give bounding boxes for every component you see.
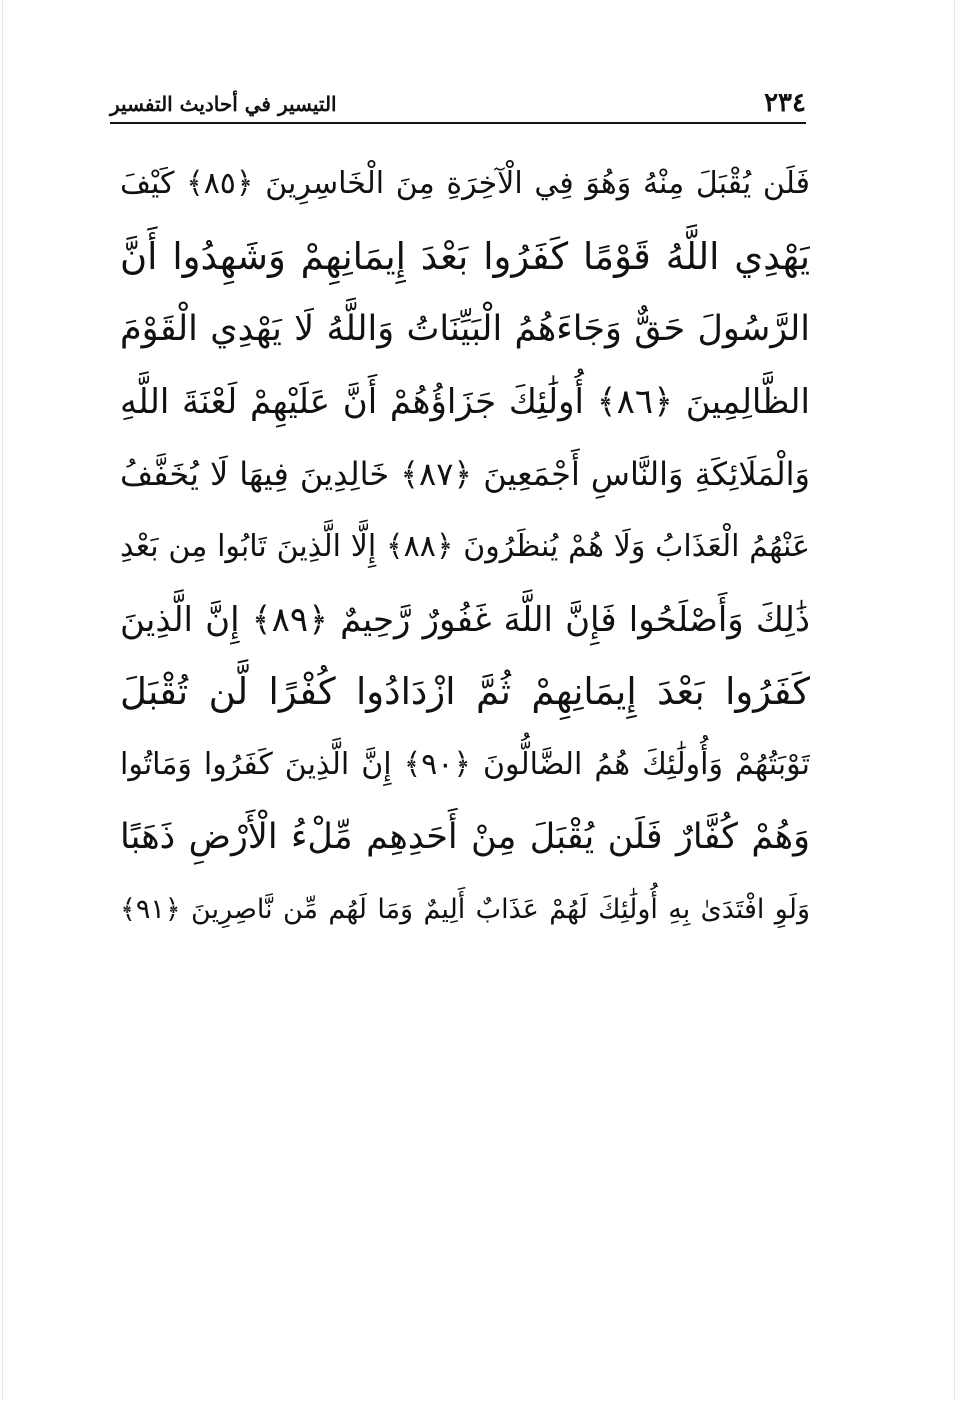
verse-line: وَلَوِ افْتَدَىٰ بِهِ أُولَٰئِكَ لَهُمْ عَذَابٌ أَلِيمٌ وَمَا لَهُم مِّن نَّاصِرِينَ ﴿٩١﴾ xyxy=(120,893,810,925)
page-header xyxy=(110,88,806,122)
verse-line: ذَٰلِكَ وَأَصْلَحُوا فَإِنَّ اللَّهَ غَفُورٌ رَّحِيمٌ ﴿٨٩﴾ إِنَّ الَّذِينَ xyxy=(120,599,810,640)
verse-line: فَلَن يُقْبَلَ مِنْهُ وَهُوَ فِي الْآخِرَةِ مِنَ الْخَاسِرِينَ ﴿٨٥﴾ كَيْفَ xyxy=(120,166,810,201)
verse-line: الظَّالِمِينَ ﴿٨٦﴾ أُولَٰئِكَ جَزَاؤُهُمْ أَنَّ عَلَيْهِمْ لَعْنَةَ اللَّهِ xyxy=(120,381,810,422)
verse-line: كَفَرُوا بَعْدَ إِيمَانِهِمْ ثُمَّ ازْدَادُوا كُفْرًا لَّن تُقْبَلَ xyxy=(120,670,810,714)
scan-edge-left xyxy=(2,0,3,1401)
header-rule xyxy=(110,122,806,124)
page-number: ٢٣٤ xyxy=(764,88,806,118)
running-title: التيسير في أحاديث التفسير xyxy=(110,92,337,116)
verse-line: عَنْهُمُ الْعَذَابُ وَلَا هُمْ يُنظَرُونَ ﴿٨٨﴾ إِلَّا الَّذِينَ تَابُوا مِن بَعْدِ xyxy=(120,528,810,564)
quran-verse-block xyxy=(120,148,810,947)
verse-line: وَالْمَلَائِكَةِ وَالنَّاسِ أَجْمَعِينَ ﴿٨٧﴾ خَالِدِينَ فِيهَا لَا يُخَفَّفُ xyxy=(120,455,810,494)
verse-line: تَوْبَتُهُمْ وَأُولَٰئِكَ هُمُ الضَّالُّونَ ﴿٩٠﴾ إِنَّ الَّذِينَ كَفَرُوا وَمَاتُوا xyxy=(120,746,810,782)
verse-line: وَهُمْ كُفَّارٌ فَلَن يُقْبَلَ مِنْ أَحَدِهِم مِّلْءُ الْأَرْضِ ذَهَبًا xyxy=(120,817,810,858)
verse-line: يَهْدِي اللَّهُ قَوْمًا كَفَرُوا بَعْدَ إِيمَانِهِمْ وَشَهِدُوا أَنَّ xyxy=(120,234,810,278)
verse-line: الرَّسُولَ حَقٌّ وَجَاءَهُمُ الْبَيِّنَاتُ وَاللَّهُ لَا يَهْدِي الْقَوْمَ xyxy=(120,309,810,350)
